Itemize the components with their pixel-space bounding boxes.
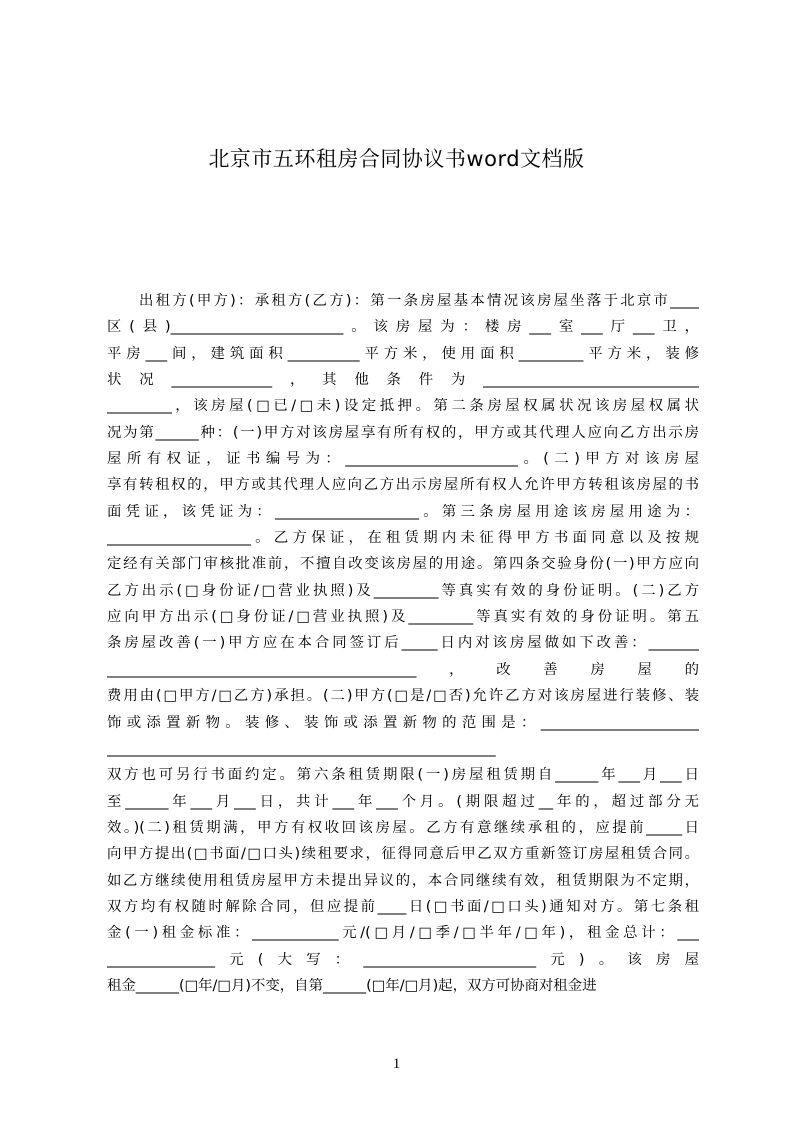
text-line: 乙方出示(□身份证/□营业执照)及_________等真实有效的身份证明。(二)乙方 [107,582,699,599]
text-line: 区(县)________________________。该房屋为：楼房___室___厅___卫， [107,319,699,336]
text-line: 出租方(甲方)：承租方(乙方)：第一条房屋基本情况该房屋坐落于北京市____ [139,293,699,309]
text-line: 平房___间，建筑面积__________平方米，使用面积_________平方米，装修 [107,345,699,362]
text-line: 双方均有权随时解除合同，但应提前____日(□书面/□口头)通知对方。第七条租 [107,898,699,915]
text-line: _______________元(大写：________________________元)。该房屋 [107,951,699,968]
text-line: 向甲方提出(□书面/□口头)续租要求，征得同意后甲乙双方重新签订房屋租赁合同。 [107,846,699,863]
contract-body [107,288,699,999]
text-line: _________，该房屋(□已/□未)设定抵押。第二条房屋权属状况该房屋权属状 [107,398,699,415]
text-line: 应向甲方出示(□身份证/□营业执照)及_________等真实有效的身份证明。第五 [107,609,699,626]
text-line: 面凭证，该凭证为：____________________。第三条房屋用途该房屋用途为： [107,503,699,520]
text-line: 条房屋改善(一)甲方应在本合同签订后_____日内对该房屋做如下改善：_______ [107,635,699,652]
text-line: ___________________________________________，改善房屋的 [107,661,699,678]
text-line: 至______年___月___日，共计___年___个月。(期限超过__年的，超过部分无 [107,793,699,810]
text-line: 如乙方继续使用租赁房屋甲方未提出异议的，本合同继续有效，租赁期限为不定期， [107,872,699,889]
text-line: 效。)(二)租赁期满，甲方有权收回该房屋。乙方有意继续承租的，应提前_____日 [107,819,699,836]
text-line: 双方也可另行书面约定。第六条租赁期限(一)房屋租赁期自______年___月___日 [107,767,699,784]
text-line: 租金______(□年/□月)不变，自第______(□年/□月)起，双方可协商对租金进 [107,977,597,994]
text-line: ____________________。乙方保证，在租赁期内未征得甲方书面同意以及按规 [107,530,699,547]
document-title: 北京市五环租房合同协议书word文档版 [208,147,585,171]
text-line: 饰或添置新物。装修、装饰或添置新物的范围是：______________________ [107,714,699,731]
page-number: 1 [392,1056,401,1072]
text-line: 金(一)租金标准：____________元/(□月/□季/□半年/□年)，租金总计：___ [107,925,699,942]
text-line: 费用由(□甲方/□乙方)承担。(二)甲方(□是/□否)允许乙方对该房屋进行装修、装 [107,688,699,705]
text-line: 定经有关部门审核批准前，不擅自改变该房屋的用途。第四条交验身份(一)甲方应向 [107,556,699,573]
text-line: 况为第______种：(一)甲方对该房屋享有所有权的，甲方或其代理人应向乙方出示房 [107,424,699,441]
text-line: 状况______________，其他条件为______________________________ [107,372,699,389]
text-line: 屋所有权证，证书编号为：________________________。(二)甲方对该房屋 [107,451,699,468]
text-line: 享有转租权的，甲方或其代理人应向乙方出示房屋所有权人允许甲方转租该房屋的书 [107,477,699,494]
text-line: ______________________________________________________ [107,740,496,757]
